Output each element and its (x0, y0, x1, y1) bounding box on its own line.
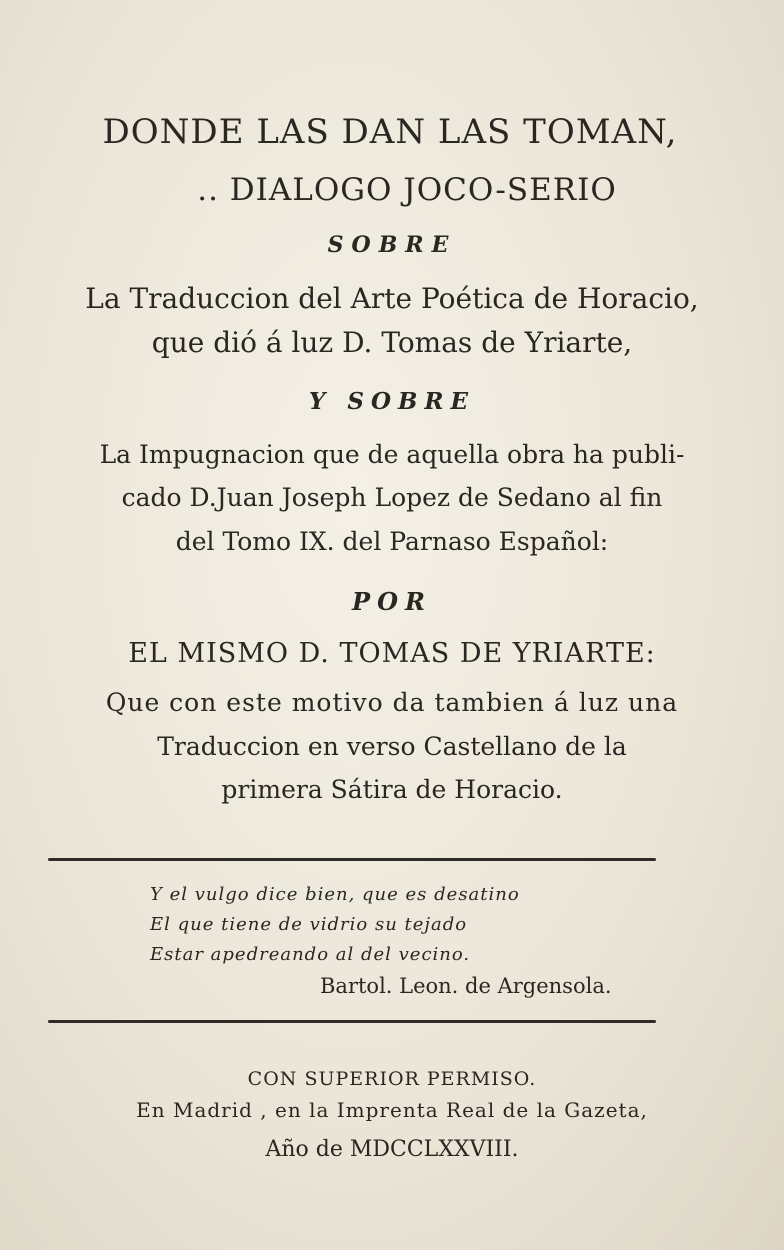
title-line-2: .. DIALOGO JOCO-SERIO (197, 172, 617, 208)
traduccion-line-2: que dió á luz D. Tomas de Yriarte, (151, 326, 633, 359)
author-line: EL MISMO D. TOMAS DE YRIARTE: (128, 638, 656, 669)
epigraph-attribution: Bartol. Leon. de Argensola. (320, 974, 612, 998)
impugnacion-line-3: del Tomo IX. del Parnaso Español: (175, 527, 609, 556)
traduccion-line-1: La Traduccion del Arte Poética de Horacio, (85, 282, 699, 315)
motivo-line-2: Traduccion en verso Castellano de la (157, 732, 627, 761)
epigraph-line-2: El que tiene de vidrio su tejado (150, 914, 468, 935)
epigraph-line-3: Estar apedreando al del vecino. (150, 944, 471, 965)
motivo-line-3: primera Sátira de Horacio. (221, 775, 563, 804)
y-sobre-heading: Y SOBRE (308, 388, 476, 415)
por-heading: POR (352, 587, 432, 616)
sobre-heading: SOBRE (327, 232, 457, 258)
imprint-permiso: CON SUPERIOR PERMISO. (247, 1068, 537, 1090)
impugnacion-line-1: La Impugnacion que de aquella obra ha publi- (99, 440, 685, 469)
title-line-1: DONDE LAS DAN LAS TOMAN, (102, 112, 678, 152)
imprint-place: En Madrid , en la Imprenta Real de la Gazeta, (136, 1098, 648, 1122)
epigraph-line-1: Y el vulgo dice bien, que es desatino (150, 884, 520, 905)
divider-bottom (48, 1020, 656, 1023)
imprint-year: Año de MDCCLXXVIII. (265, 1137, 519, 1162)
divider-top (48, 858, 656, 861)
motivo-line-1: Que con este motivo da tambien á luz una (105, 688, 679, 717)
impugnacion-line-2: cado D.Juan Joseph Lopez de Sedano al fin (121, 483, 663, 512)
